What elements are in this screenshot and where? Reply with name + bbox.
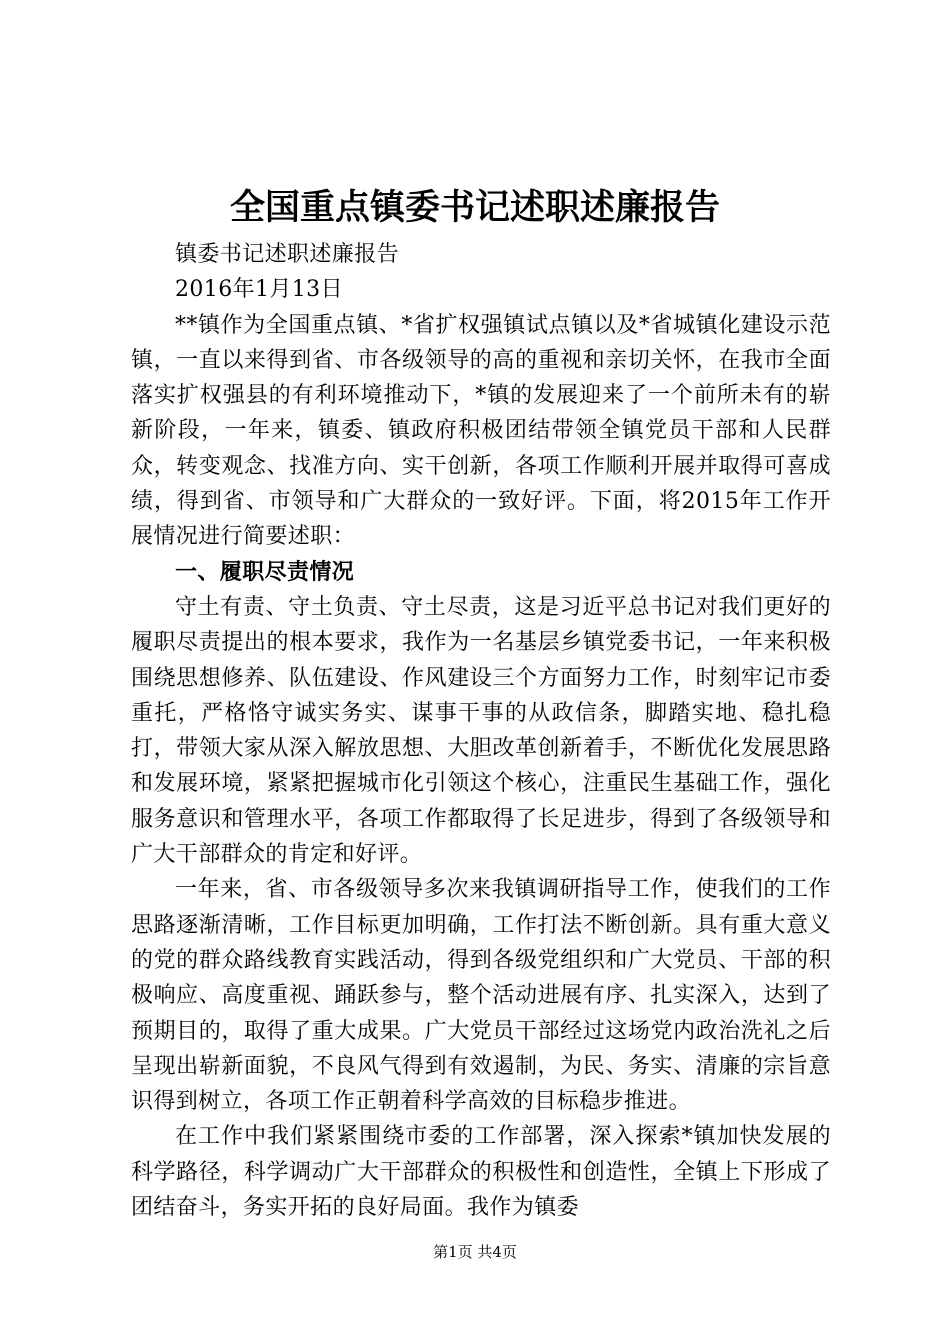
document-title: 全国重点镇委书记述职述廉报告 — [229, 187, 720, 228]
paragraph-intro: **镇作为全国重点镇、*省扩权强镇试点镇以及*省城镇化建设示范镇，一直以来得到省、市各级领导的高的重视和亲切关怀，在我市全面落实扩权强县的有利环境推动下，*镇的发展迎来了一个前所未有的崭新阶段，一年来，镇委、镇政府积极团结带领全镇党员干部和人民群众，转变观念、找准方向、实干创新，各项工作顺利开展并取得可喜成绩，得到省、市领导和广大群众的一致好评。下面，将2015年工作开展情况进行简要述职： — [131, 312, 831, 550]
paragraph-year-review: 一年来，省、市各级领导多次来我镇调研指导工作，使我们的工作思路逐渐清晰，工作目标更加明确，工作打法不断创新。具有重大意义的党的群众路线教育实践活动，得到各级党组织和广大党员、干部的积极响应、高度重视、踊跃参与，整个活动进展有序、扎实深入，达到了预期目的，取得了重大成果。广大党员干部经过这场党内政治洗礼之后呈现出崭新面貌，不良风气得到有效遏制，为民、务实、清廉的宗旨意识得到树立，各项工作正朝着科学高效的目标稳步推进。 — [131, 877, 831, 1115]
document-body — [131, 237, 831, 1225]
section-heading: 一、履职尽责情况 — [175, 559, 355, 585]
date-line: 2016年1月13日 — [175, 277, 343, 303]
page-footer: 第1页 共4页 — [433, 1243, 517, 1261]
paragraph-duty: 守土有责、守土负责、守土尽责，这是习近平总书记对我们更好的履职尽责提出的根本要求，我作为一名基层乡镇党委书记，一年来积极围绕思想修养、队伍建设、作风建设三个方面努力工作，时刻牢记市委重托，严格恪守诚实务实、谋事干事的从政信条，脚踏实地、稳扎稳打，带领大家从深入解放思想、大胆改革创新着手，不断优化发展思路和发展环境，紧紧把握城市化引领这个核心，注重民生基础工作，强化服务意识和管理水平，各项工作都取得了长足进步，得到了各级领导和广大干部群众的肯定和好评。 — [131, 594, 831, 868]
subtitle-line: 镇委书记述职述廉报告 — [175, 242, 400, 267]
paragraph-work: 在工作中我们紧紧围绕市委的工作部署，深入探索*镇加快发展的科学路径，科学调动广大干部群众的积极性和创造性，全镇上下形成了团结奋斗，务实开拓的良好局面。我作为镇委 — [131, 1124, 831, 1221]
